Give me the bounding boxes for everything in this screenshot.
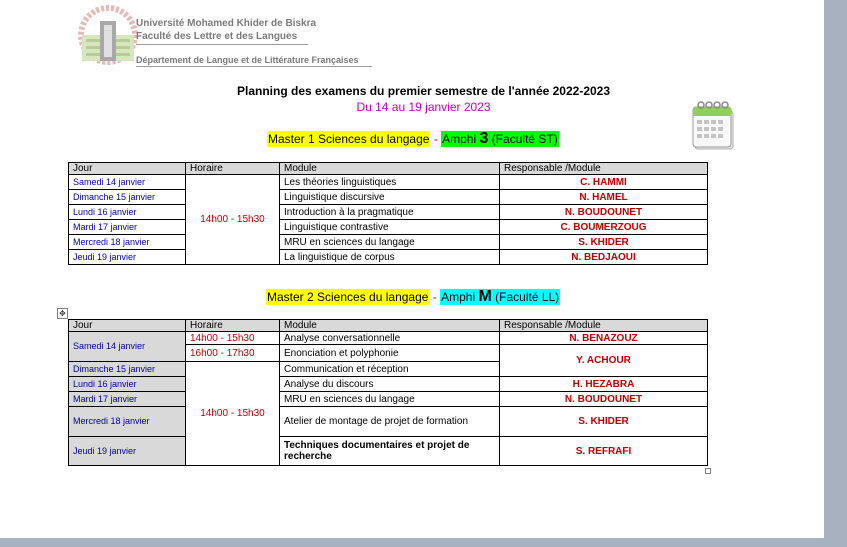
university-name: Université Mohamed Khider de Biskra	[136, 18, 317, 29]
col-header-responsable: Responsable /Module	[500, 320, 708, 332]
day-cell: Dimanche 15 janvier	[69, 362, 186, 377]
section2-amphi-prefix: Amphi	[441, 290, 476, 304]
section1-separator: -	[433, 132, 438, 146]
module-cell: Linguistique discursive	[280, 190, 500, 205]
day-cell: Mardi 17 janvier	[69, 220, 186, 235]
time-cell: 14h00 - 15h30	[186, 332, 280, 345]
day-cell: Samedi 14 janvier	[69, 175, 186, 190]
day-cell: Dimanche 15 janvier	[69, 190, 186, 205]
col-header-day: Jour	[69, 163, 186, 175]
module-cell: Atelier de montage de projet de formation	[280, 407, 500, 437]
module-cell: Techniques documentaires et projet de recherche	[280, 437, 500, 466]
day-cell: Samedi 14 janvier	[69, 332, 186, 362]
section2-heading	[266, 288, 560, 306]
section2-separator: -	[432, 290, 437, 304]
faculty-name: Faculté des Lettre et des Langues	[136, 31, 298, 42]
responsable-cell: N. BENAZOUZ	[500, 332, 708, 345]
section1-faculty: (Faculté ST)	[491, 132, 558, 146]
section1-heading	[267, 130, 559, 148]
responsable-cell: S. REFRAFI	[500, 437, 708, 466]
col-header-time: Horaire	[186, 163, 280, 175]
module-cell: MRU en sciences du langage	[280, 392, 500, 407]
document-title: Planning des examens du premier semestre de l'année 2022-2023	[236, 84, 611, 98]
module-cell: La linguistique de corpus	[280, 250, 500, 265]
calendar-icon	[689, 97, 736, 153]
schedule-table-master2	[68, 319, 708, 466]
day-cell: Mercredi 18 janvier	[69, 235, 186, 250]
col-header-module: Module	[280, 320, 500, 332]
header-divider	[136, 44, 308, 45]
table-resize-handle[interactable]	[705, 468, 711, 474]
day-cell: Jeudi 19 janvier	[69, 250, 186, 265]
responsable-cell: N. BOUDOUNET	[500, 205, 708, 220]
department-name: Département de Langue et de Littérature Françaises	[136, 55, 359, 65]
module-cell: Introduction à la pragmatique	[280, 205, 500, 220]
module-cell: Linguistique contrastive	[280, 220, 500, 235]
module-cell: MRU en sciences du langage	[280, 235, 500, 250]
schedule-table-master1	[68, 162, 708, 265]
section2-program: Master 2 Sciences du langage	[267, 290, 429, 304]
day-cell: Lundi 16 janvier	[69, 205, 186, 220]
module-cell: Les théories linguistiques	[280, 175, 500, 190]
responsable-cell: N. BEDJAOUI	[500, 250, 708, 265]
col-header-module: Module	[280, 163, 500, 175]
responsable-cell: H. HEZABRA	[500, 377, 708, 392]
module-cell: Enonciation et polyphonie	[280, 345, 500, 362]
day-cell: Mercredi 18 janvier	[69, 407, 186, 437]
responsable-cell: S. KHIDER	[500, 235, 708, 250]
table-move-handle-icon[interactable]: ✥	[57, 308, 68, 319]
section2-amphi-number: M	[478, 288, 492, 305]
university-logo	[78, 5, 138, 65]
responsable-cell: S. KHIDER	[500, 407, 708, 437]
section1-amphi-prefix: Amphi	[442, 132, 477, 146]
responsable-cell: N. HAMEL	[500, 190, 708, 205]
col-header-day: Jour	[69, 320, 186, 332]
time-cell: 14h00 - 15h30	[186, 175, 280, 265]
day-cell: Jeudi 19 janvier	[69, 437, 186, 466]
responsable-cell: N. BOUDOUNET	[500, 392, 708, 407]
time-cell: 14h00 - 15h30	[186, 362, 280, 466]
responsable-cell: C. HAMMI	[500, 175, 708, 190]
time-cell: 16h00 - 17h30	[186, 345, 280, 362]
header-divider	[136, 66, 372, 67]
module-cell: Analyse du discours	[280, 377, 500, 392]
date-range: Du 14 au 19 janvier 2023	[356, 100, 491, 114]
section1-program: Master 1 Sciences du langage	[268, 132, 430, 146]
module-cell: Communication et réception	[280, 362, 500, 377]
window-side-bar	[824, 0, 847, 547]
responsable-cell: Y. ACHOUR	[500, 345, 708, 377]
col-header-responsable: Responsable /Module	[500, 163, 708, 175]
section1-amphi-number: 3	[479, 130, 489, 147]
day-cell: Lundi 16 janvier	[69, 377, 186, 392]
responsable-cell: C. BOUMERZOUG	[500, 220, 708, 235]
day-cell: Mardi 17 janvier	[69, 392, 186, 407]
col-header-time: Horaire	[186, 320, 280, 332]
module-cell: Analyse conversationnelle	[280, 332, 500, 345]
section2-faculty: (Faculté LL)	[495, 290, 560, 304]
